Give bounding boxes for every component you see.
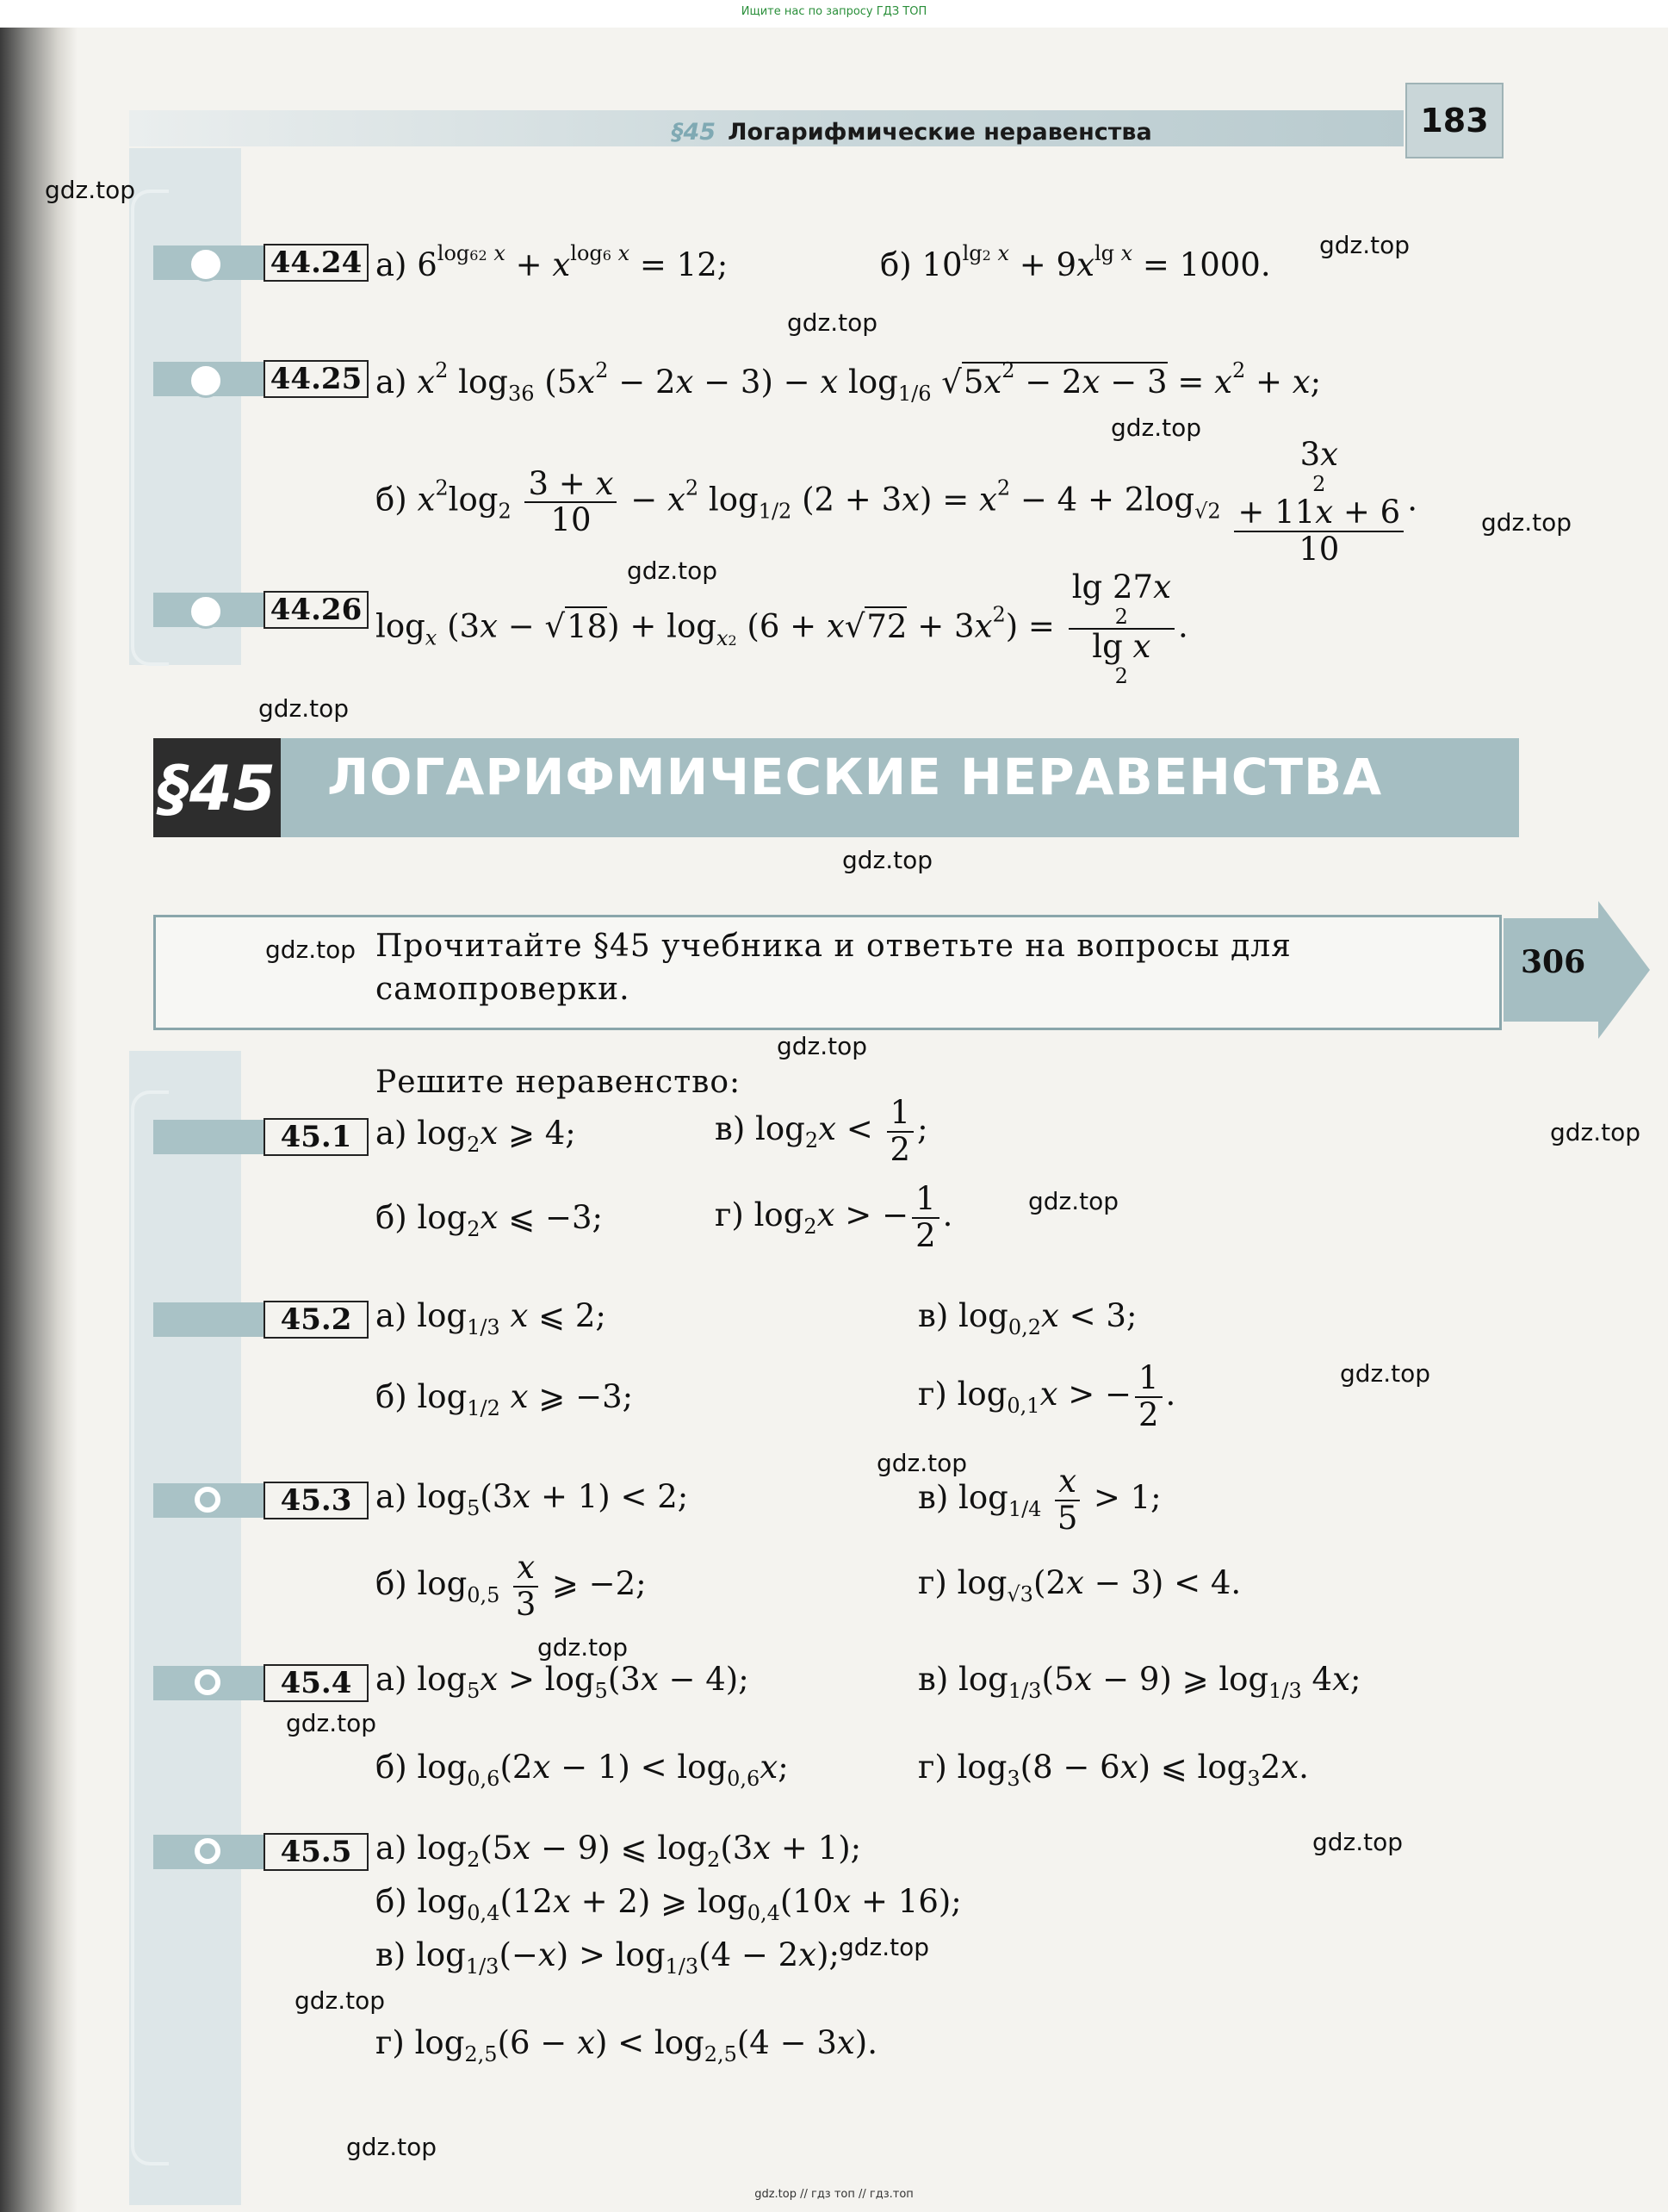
problem-45-4-b: б) $\log_{0,6}(2x - 1) < \log_{0,6}x$; [375,1749,789,1791]
problem-number: 45.2 [264,1301,369,1339]
problem-45-2-a: а) $\log_{1/3} x$ ⩽ 2; [375,1297,606,1339]
watermark: gdz.top [265,935,357,964]
watermark: gdz.top [1319,231,1411,259]
bottom-note[interactable]: gdz.top // гдз топ // гдз.топ [754,2188,914,2201]
decorative-bracket [131,1090,169,2165]
running-head [672,119,1152,146]
problem-number: 45.1 [264,1118,369,1156]
problem-45-1-a: а) $\log_2x$ ⩾ 4; [375,1115,576,1157]
problem-45-5-d: г) $\log_{2,5}(6 - x) < \log_{2,5}(4 - 3x)$. [375,2024,877,2066]
problem-45-2-b: б) $\log_{1/2} x$ ⩾ −3; [375,1378,634,1420]
watermark: gdz.top [258,694,350,723]
problem-45-3-b: б) $\log_{0,5}$ $\frac{x}{3}$ ⩾ −2; [375,1549,647,1623]
watermark: gdz.top [1312,1828,1404,1856]
running-head-title: Логарифмические неравенства [728,119,1152,146]
difficulty-ring-icon [195,1487,220,1513]
running-head-section: §45 [672,119,716,146]
problem-45-4-d: г) $\log_3(8 - 6x)$ ⩽ $\log_32x$. [918,1749,1309,1791]
problem-tag-bar [153,1302,264,1337]
problem-45-5-c: в) $\log_{1/3}(-x) > \log_{1/3}(4 - 2x)$; [375,1936,840,1979]
problem-45-2-c: в) $\log_{0,2}x < 3$; [918,1297,1138,1339]
difficulty-ring-icon [195,1838,220,1864]
page-number: 183 [1405,83,1504,158]
problem-45-5-a: а) $\log_2(5x - 9)$ ⩽ $\log_2(3x + 1)$; [375,1830,862,1872]
problem-44-25-b: б) $x^2\log_2$ $\frac{3 + x}{10}$ − $x^2$ $\log_{1/2} (2 + 3x) = x^2 - 4 + 2\log_{√2}$ 3x 2 + 11x + 6 10 . [375,436,1417,568]
watermark: gdz.top [877,1449,968,1477]
watermark: gdz.top [286,1709,377,1737]
difficulty-ring-icon [195,1669,220,1695]
problem-number: 45.3 [264,1482,369,1519]
watermark: gdz.top [1340,1359,1431,1388]
problem-45-3-a: а) $\log_5(3x + 1) < 2$; [375,1478,689,1520]
watermark: gdz.top [842,846,933,874]
watermark: gdz.top [1550,1118,1641,1146]
problem-44-25-a: а) $x^2$ $\log_{36} (5x^2 - 2x - 3) - x$ $\log_{1/6} √5x^2 - 2x - 3 = x^2 + x$; [375,358,1322,406]
problem-45-5-b: б) $\log_{0,4}(12x + 2)$ ⩾ $\log_{0,4}(10x + 16)$; [375,1883,962,1925]
watermark: gdz.top [839,1933,930,1961]
watermark: gdz.top [346,2133,437,2161]
difficulty-circle-icon [191,597,220,626]
problem-number: 45.5 [264,1833,369,1871]
watermark: gdz.top [627,556,718,585]
problem-45-3-d: г) $\log_{√3}(2x - 3) < 4$. [918,1564,1242,1606]
section-title: ЛОГАРИФМИЧЕСКИЕ НЕРАВЕНСТВА [327,748,1383,806]
watermark: gdz.top [1111,413,1202,442]
problem-number: 44.25 [264,360,369,398]
problem-45-1-b: б) $\log_2x$ ⩽ −3; [375,1199,603,1241]
problem-45-2-d: г) $\log_{0,1}x$ > − $\frac{1}{2}$ . [918,1359,1176,1433]
problem-45-1-c: в) $\log_2x$ < $\frac{1}{2}$ ; [715,1094,928,1168]
problem-45-1-d: г) $\log_2x$ > − $\frac{1}{2}$ . [715,1180,953,1254]
top-note[interactable]: Ищите нас по запросу ГДЗ ТОП [741,5,927,18]
problem-tag-bar [153,1120,264,1154]
watermark: gdz.top [777,1032,868,1060]
problem-44-24-b: б) $10^{lg2 x} + 9x^{lg x} = 1000$. [880,241,1271,283]
page-reference: 306 [1521,944,1586,980]
watermark: gdz.top [295,1986,386,2015]
difficulty-circle-icon [191,250,220,279]
problem-number: 45.4 [264,1664,369,1702]
problem-45-4-c: в) $\log_{1/3}(5x - 9)$ ⩾ $\log_{1/3} 4x$; [918,1661,1361,1703]
watermark: gdz.top [1481,508,1572,537]
watermark: gdz.top [537,1633,629,1662]
difficulty-circle-icon [191,366,220,395]
watermark: gdz.top [45,176,136,204]
problem-45-3-c: в) $\log_{1/4}$ $\frac{x}{5}$ > 1; [918,1463,1162,1537]
problem-44-24-a: а) $6^{log62 x} + x^{log6 x} = 12$; [375,241,729,283]
problem-45-4-a: а) $\log_5x > \log_5(3x - 4)$; [375,1661,749,1703]
problem-number: 44.24 [264,244,369,282]
problem-number: 44.26 [264,591,369,629]
watermark: gdz.top [1028,1187,1119,1215]
info-text: Прочитайте §45 учебника и ответьте на вопросы для самопроверки. [375,929,1292,1007]
problem-44-26: $\log_x (3x - √18) + \log_{x2} (6 + x√72 + 3x^2)$ = lg 27x 2 lg x 2 . [375,569,1188,688]
section-number: §45 [153,738,281,837]
solve-prompt: Решите неравенство: [375,1065,741,1100]
watermark: gdz.top [787,308,878,337]
page-gutter [0,0,78,2212]
